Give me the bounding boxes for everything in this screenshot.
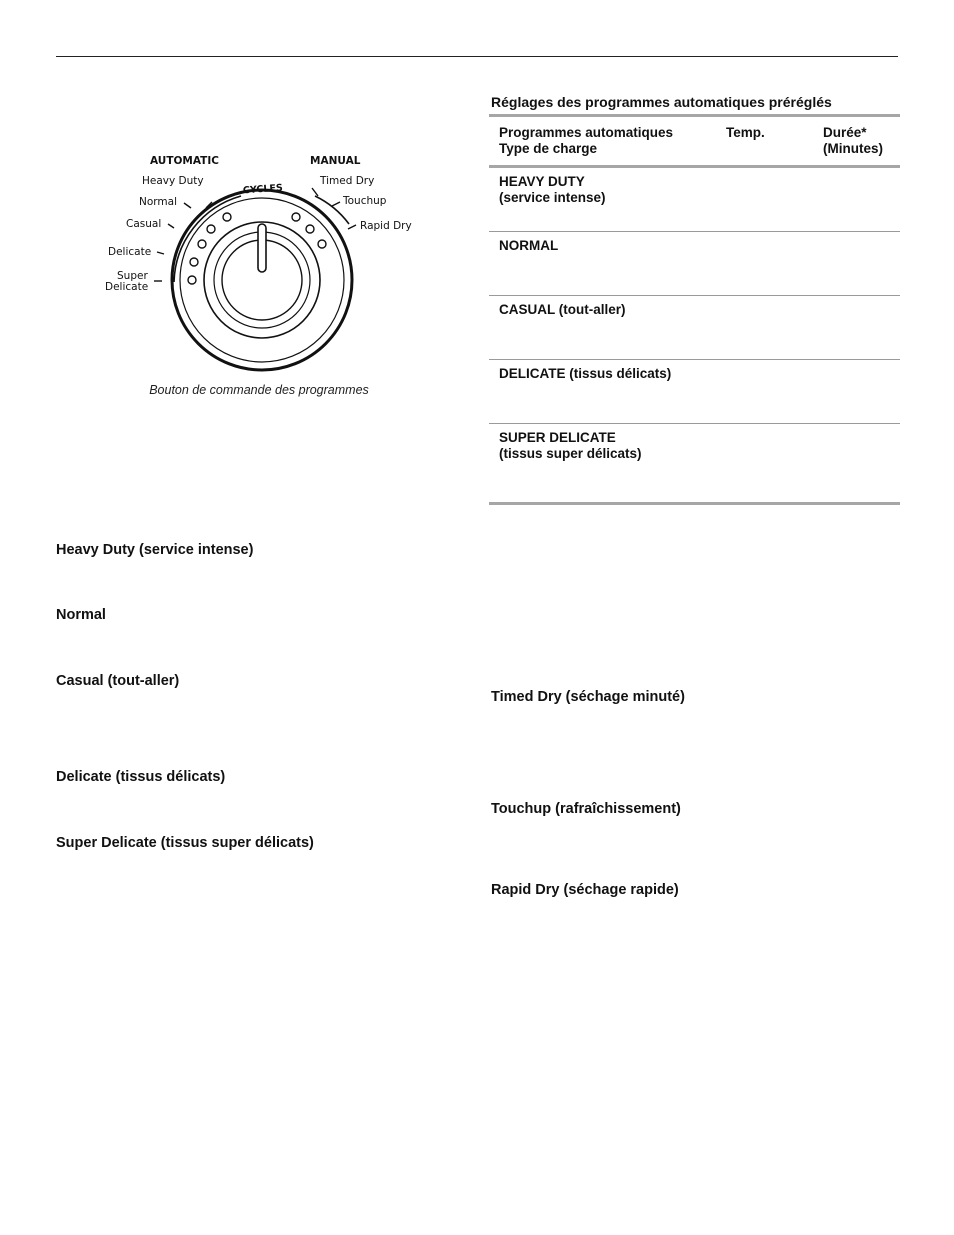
tick-casual (168, 224, 174, 228)
indicator-dot (207, 225, 215, 233)
table-row (489, 232, 900, 296)
tick-delicate (157, 252, 164, 254)
row-program-line1: DELICATE (tissus délicats) (499, 366, 672, 381)
row-program-line2: (service intense) (499, 189, 606, 205)
cycle-label-casual: Casual (126, 218, 162, 230)
header-duration (823, 125, 883, 156)
header-duration-line2: (Minutes) (823, 140, 883, 156)
header-duration-line1: Durée* (823, 125, 867, 140)
row-program (499, 238, 558, 254)
row-program-line2: (tissus super délicats) (499, 445, 642, 461)
heading-casual: Casual (tout-aller) (56, 673, 180, 689)
indicator-dot (223, 213, 231, 221)
table-bottom-rule (489, 502, 900, 505)
manual-label: MANUAL (310, 155, 361, 167)
header-program-line2: Type de charge (499, 140, 598, 156)
heading-super-delicate: Super Delicate (tissus super délicats) (56, 835, 314, 851)
dial-pointer (258, 224, 266, 272)
header-program (499, 125, 673, 156)
tick-touchup (332, 202, 340, 206)
heading-touchup: Touchup (rafraîchissement) (491, 801, 681, 817)
tick-timed-dry (312, 188, 318, 196)
cycle-label-heavy-duty: Heavy Duty (142, 175, 204, 187)
cycle-label-super: Super (117, 270, 148, 282)
table-row (489, 424, 900, 502)
row-program (499, 430, 642, 461)
top-rule (56, 56, 898, 57)
cycle-settings-table (489, 114, 900, 505)
heading-delicate: Delicate (tissus délicats) (56, 769, 226, 785)
table-row (489, 168, 900, 232)
heading-normal: Normal (56, 607, 106, 623)
cycles-label: CYCLES (242, 182, 284, 197)
indicator-dot (318, 240, 326, 248)
row-program (499, 174, 606, 205)
cycle-label-touchup: Touchup (343, 195, 387, 207)
row-program-line1: CASUAL (tout-aller) (499, 302, 626, 317)
indicator-dot (188, 276, 196, 284)
row-program (499, 366, 671, 382)
dial-caption: Bouton de commande des programmes (149, 383, 369, 397)
row-program-line1: HEAVY DUTY (499, 174, 585, 189)
tick-normal (184, 203, 191, 208)
cycle-label-timed-dry: Timed Dry (320, 175, 375, 187)
table-row (489, 296, 900, 360)
dial-outer-ring (172, 190, 352, 370)
cycle-label-rapid-dry: Rapid Dry (360, 220, 412, 232)
indicator-dot (190, 258, 198, 266)
tick-rapid-dry (348, 225, 356, 229)
cycle-label-super-delicate: Delicate (105, 281, 149, 293)
header-program-line1: Programmes automatiques (499, 125, 674, 140)
row-program-line1: NORMAL (499, 238, 559, 253)
cycle-label-delicate: Delicate (108, 246, 152, 258)
cycle-label-normal: Normal (139, 196, 177, 208)
indicator-dot (198, 240, 206, 248)
heading-heavy-duty: Heavy Duty (service intense) (56, 542, 254, 558)
table-row (489, 360, 900, 424)
automatic-label: AUTOMATIC (150, 155, 219, 167)
heading-timed-dry: Timed Dry (séchage minuté) (491, 689, 685, 705)
row-program-line1: SUPER DELICATE (499, 430, 616, 445)
indicator-dot (292, 213, 300, 221)
header-temp: Temp. (726, 125, 765, 140)
indicator-dot (306, 225, 314, 233)
table-header-row (489, 117, 900, 165)
cycle-dial-figure (96, 146, 426, 378)
heading-rapid-dry: Rapid Dry (séchage rapide) (491, 882, 679, 898)
table-title: Réglages des programmes automatiques préréglés (491, 94, 832, 110)
cycle-dial-illustration (96, 146, 426, 378)
row-program (499, 302, 626, 318)
